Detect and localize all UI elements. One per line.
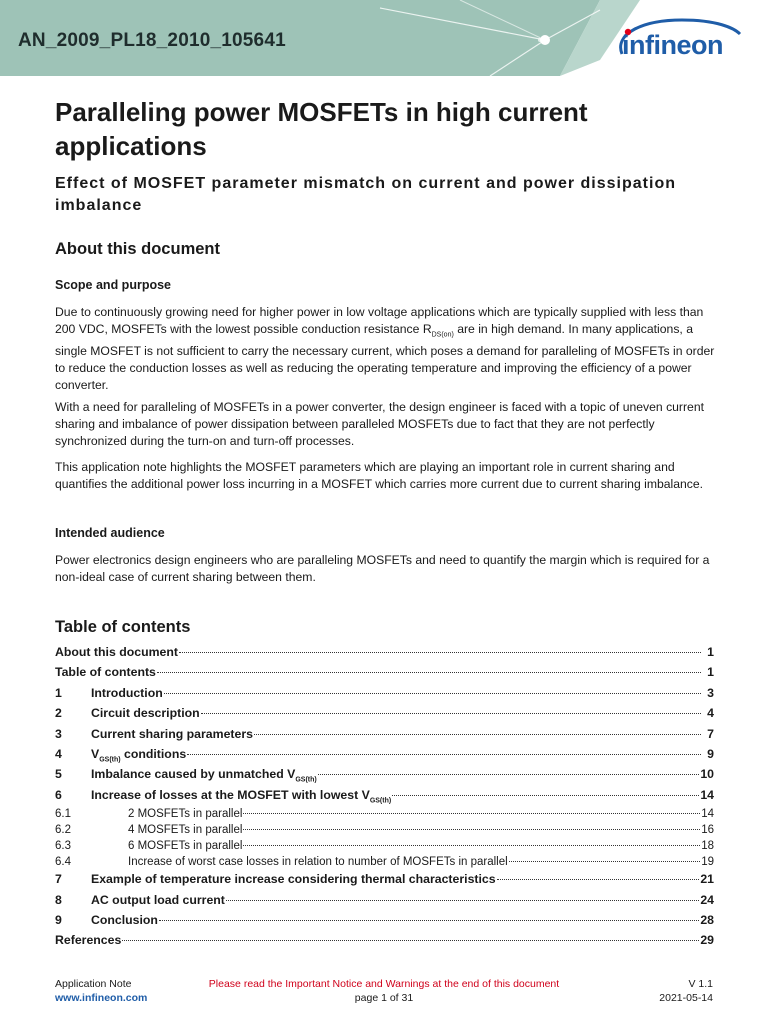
- leader-dots: [254, 734, 701, 735]
- scope-paragraph-3: This application note highlights the MOSFET parameters which are playing an important role in current sharing and quantifies the additional power loss incurring in a MOSFET which carries more current due to current sharing imbalance.: [55, 460, 704, 491]
- leader-dots: [187, 754, 701, 755]
- leader-dots: [243, 829, 700, 830]
- toc-entry-8[interactable]: 8 AC output load current 24: [55, 892, 714, 907]
- scope-paragraph-2: With a need for paralleling of MOSFETs in a power converter, the design engineer is faced with a topic of uneven current sharing and imbalance of power dissipation between paralleled MOSFETs due to fact that they are not perfectly synchronized during the turn-on and turn-off processes.: [55, 400, 704, 448]
- footer-right: [659, 977, 713, 1005]
- leader-dots: [157, 672, 701, 673]
- toc-entry-4[interactable]: 4 $V_{GS(th)}$ conditions 9: [55, 746, 714, 764]
- toc-entry-7[interactable]: 7 Example of temperature increase considering thermal characteristics 21: [55, 872, 714, 887]
- scope-paragraph-1-a: Due to continuously growing need for higher power in low voltage applications which are typically supplied with less than 200 VDC, MOSFETs with the lowest possible conduction resistance R: [55, 305, 704, 336]
- leader-dots: [243, 845, 700, 846]
- toc-entry-6-2[interactable]: 6.2 4 MOSFETs in parallel 16: [55, 824, 714, 837]
- leader-dots: [179, 652, 701, 653]
- leader-dots: [509, 861, 701, 862]
- leader-dots: [159, 920, 699, 921]
- leader-dots: [201, 713, 701, 714]
- leader-dots: [243, 813, 700, 814]
- toc-entry-6-4[interactable]: 6.4 Increase of worst case losses in relation to number of MOSFETs in parallel 19: [55, 856, 714, 869]
- leader-dots: [122, 940, 699, 941]
- footer-date: 2021-05-14: [659, 992, 713, 1004]
- logo-text: infineon: [622, 30, 723, 60]
- document-id: AN_2009_PL18_2010_105641: [18, 30, 286, 51]
- header-band: [0, 0, 768, 76]
- leader-dots: [392, 795, 699, 796]
- infineon-logo: [612, 14, 752, 70]
- toc-entry-references[interactable]: References 29: [55, 933, 714, 948]
- toc-entry-6[interactable]: 6 Increase of losses at the MOSFET with lowest $V_{GS(th)}$ 14: [55, 787, 714, 805]
- footer-center: [200, 977, 568, 1005]
- leader-dots: [226, 900, 699, 901]
- leader-dots: [164, 693, 701, 694]
- toc-entry-1[interactable]: 1 Introduction 3: [55, 685, 714, 700]
- rdson-subscript: DS(on): [431, 331, 454, 339]
- page-title: Paralleling power MOSFETs in high current applications: [55, 97, 588, 161]
- footer-version: V 1.1: [688, 978, 713, 990]
- footer-doc-type: Application Note: [55, 978, 132, 990]
- toc-entry-toc[interactable]: Table of contents 1: [55, 665, 714, 680]
- footer-page-number: page 1 of 31: [354, 992, 414, 1004]
- page-subtitle: Effect of MOSFET parameter mismatch on current and power dissipation imbalance: [55, 175, 676, 214]
- toc-entry-6-3[interactable]: 6.3 6 MOSFETs in parallel 18: [55, 840, 714, 853]
- toc-entry-about[interactable]: About this document 1: [55, 645, 714, 659]
- leader-dots: [497, 879, 700, 880]
- footer-website-link[interactable]: www.infineon.com: [55, 992, 148, 1004]
- table-of-contents: [55, 645, 714, 954]
- toc-entry-6-1[interactable]: 6.1 2 MOSFETs in parallel 14: [55, 808, 714, 821]
- scope-paragraph-1: [55, 304, 715, 394]
- scope-heading: Scope and purpose: [55, 278, 171, 292]
- toc-entry-3[interactable]: 3 Current sharing parameters 7: [55, 726, 714, 741]
- footer-notice: Please read the Important Notice and Warnings at the end of this document: [208, 978, 560, 990]
- leader-dots: [318, 774, 700, 775]
- toc-heading: Table of contents: [55, 618, 191, 636]
- toc-entry-9[interactable]: 9 Conclusion 28: [55, 912, 714, 927]
- footer-left: [55, 977, 147, 1005]
- scope-paragraph-1-b: are in high demand. In many applications, a single MOSFET is not sufficient to carry the necessary current, which poses a demand for paralleling of MOSFETs in order to reduce the conduction losses as well as reducing the operating temperature and improving the efficiency of a power converter.: [55, 322, 715, 393]
- audience-heading: Intended audience: [55, 526, 165, 540]
- toc-entry-5[interactable]: 5 Imbalance caused by unmatched $V_{GS(th)}$ 10: [55, 767, 714, 784]
- audience-paragraph: Power electronics design engineers who are paralleling MOSFETs and need to quantify the margin which is required for a non-ideal case of current sharing between them.: [55, 553, 710, 584]
- toc-entry-2[interactable]: 2 Circuit description 4: [55, 706, 714, 721]
- about-heading: About this document: [55, 240, 220, 258]
